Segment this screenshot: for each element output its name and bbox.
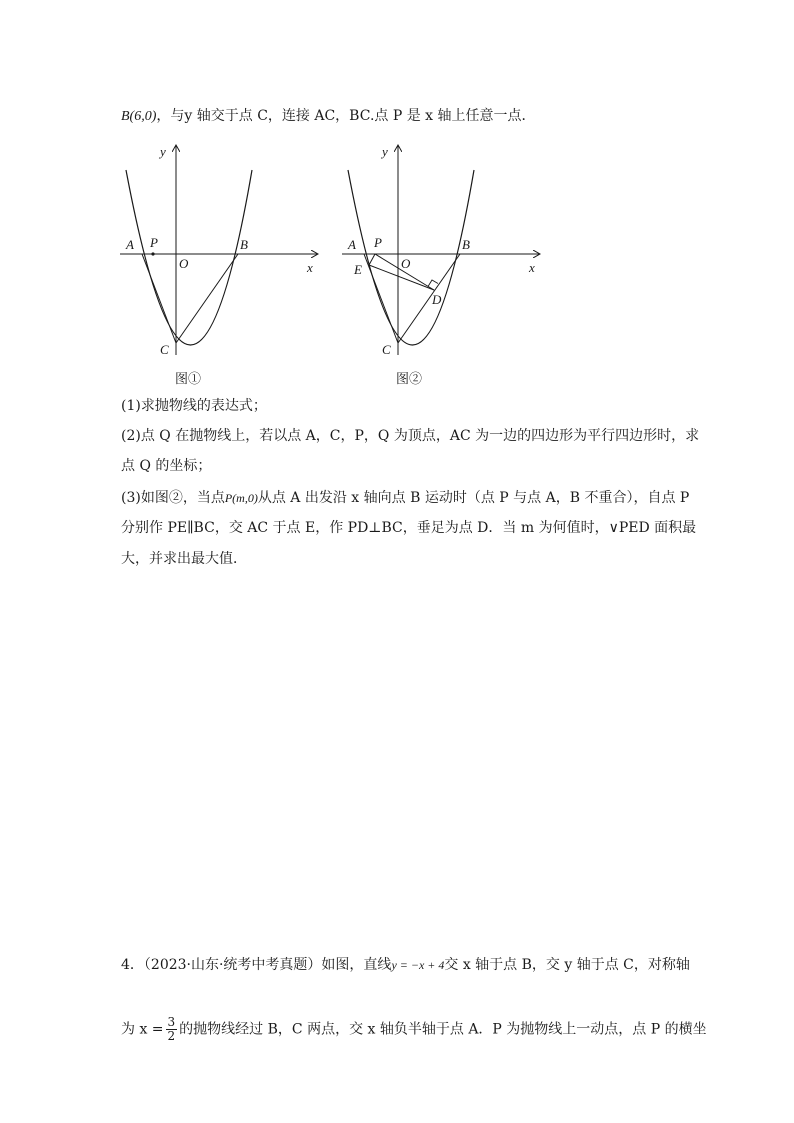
- problem-4-line-2: [121, 1016, 707, 1043]
- segment-pe: [369, 254, 375, 265]
- label-p: P: [374, 235, 382, 250]
- label-b: B: [462, 237, 470, 252]
- p4-text-a: 4．（2023·山东·统考中考真题）如图，直线: [121, 957, 392, 973]
- right-angle-marker: [428, 280, 438, 287]
- segment-ac: [142, 254, 176, 343]
- q3-point-p: P(m,0): [224, 491, 258, 505]
- point-b-coord: B(6,0): [121, 109, 157, 124]
- label-o: O: [179, 256, 189, 271]
- label-o: O: [401, 256, 411, 271]
- question-3-line-1: [121, 488, 689, 508]
- q3-text-b: 从点 A 出发沿 x 轴向点 B 运动时（点 P 与点 A，B 不重合），自点 P: [257, 490, 690, 506]
- label-y: y: [160, 144, 166, 159]
- p4-text-c: 为 x =: [121, 1021, 164, 1038]
- label-x: x: [529, 260, 535, 275]
- p4-text-d: 的抛物线经过 B，C 两点，交 x 轴负半轴于点 A．P 为抛物线上一动点，点 P 的横坐: [179, 1021, 707, 1038]
- intro-text: ，与y 轴交于点 C，连接 AC，BC.点 P 是 x 轴上任意一点．: [156, 108, 536, 124]
- label-c: C: [382, 342, 391, 357]
- fraction-three-halves: [166, 1016, 178, 1043]
- question-1: (1)求抛物线的表达式；: [121, 398, 267, 414]
- figure-1-caption: 图①: [175, 372, 202, 387]
- label-d: D: [432, 292, 442, 307]
- label-a: A: [348, 237, 356, 252]
- question-2-line-2: 点 Q 的坐标；: [121, 458, 212, 474]
- label-a: A: [126, 237, 134, 252]
- q3-text-a: (3)如图②，当点: [121, 490, 225, 506]
- p4-text-b: 交 x 轴于点 B，交 y 轴于点 C，对称轴: [444, 957, 690, 973]
- figure-2: [334, 140, 549, 365]
- segment-ac: [364, 254, 398, 343]
- label-c: C: [160, 342, 169, 357]
- figure-1: [112, 140, 327, 365]
- question-3-line-2: 分别作 PE∥BC，交 AC 于点 E，作 PD⊥BC，垂足为点 D．当 m 为何值时，∨PED 面积最: [121, 520, 697, 536]
- parabola: [348, 170, 474, 345]
- intro-line: [121, 106, 536, 127]
- question-2-line-1: (2)点 Q 在抛物线上，若以点 A，C，P，Q 为顶点，AC 为一边的四边形为平行四边形时，求: [121, 428, 700, 444]
- question-3-line-3: 大，并求出最大值．: [121, 551, 247, 567]
- label-y: y: [382, 144, 388, 159]
- label-e: E: [354, 262, 362, 277]
- figure-2-caption: 图②: [396, 372, 423, 387]
- label-b: B: [240, 237, 248, 252]
- parabola: [126, 170, 252, 345]
- label-x: x: [307, 260, 313, 275]
- point-p: [151, 252, 154, 255]
- frac-numerator: 3: [167, 1015, 176, 1029]
- problem-4-line-1: [121, 955, 690, 975]
- frac-denominator: 2: [167, 1029, 176, 1043]
- label-p: P: [150, 235, 158, 250]
- p4-line-equation: y = −x + 4: [391, 958, 445, 972]
